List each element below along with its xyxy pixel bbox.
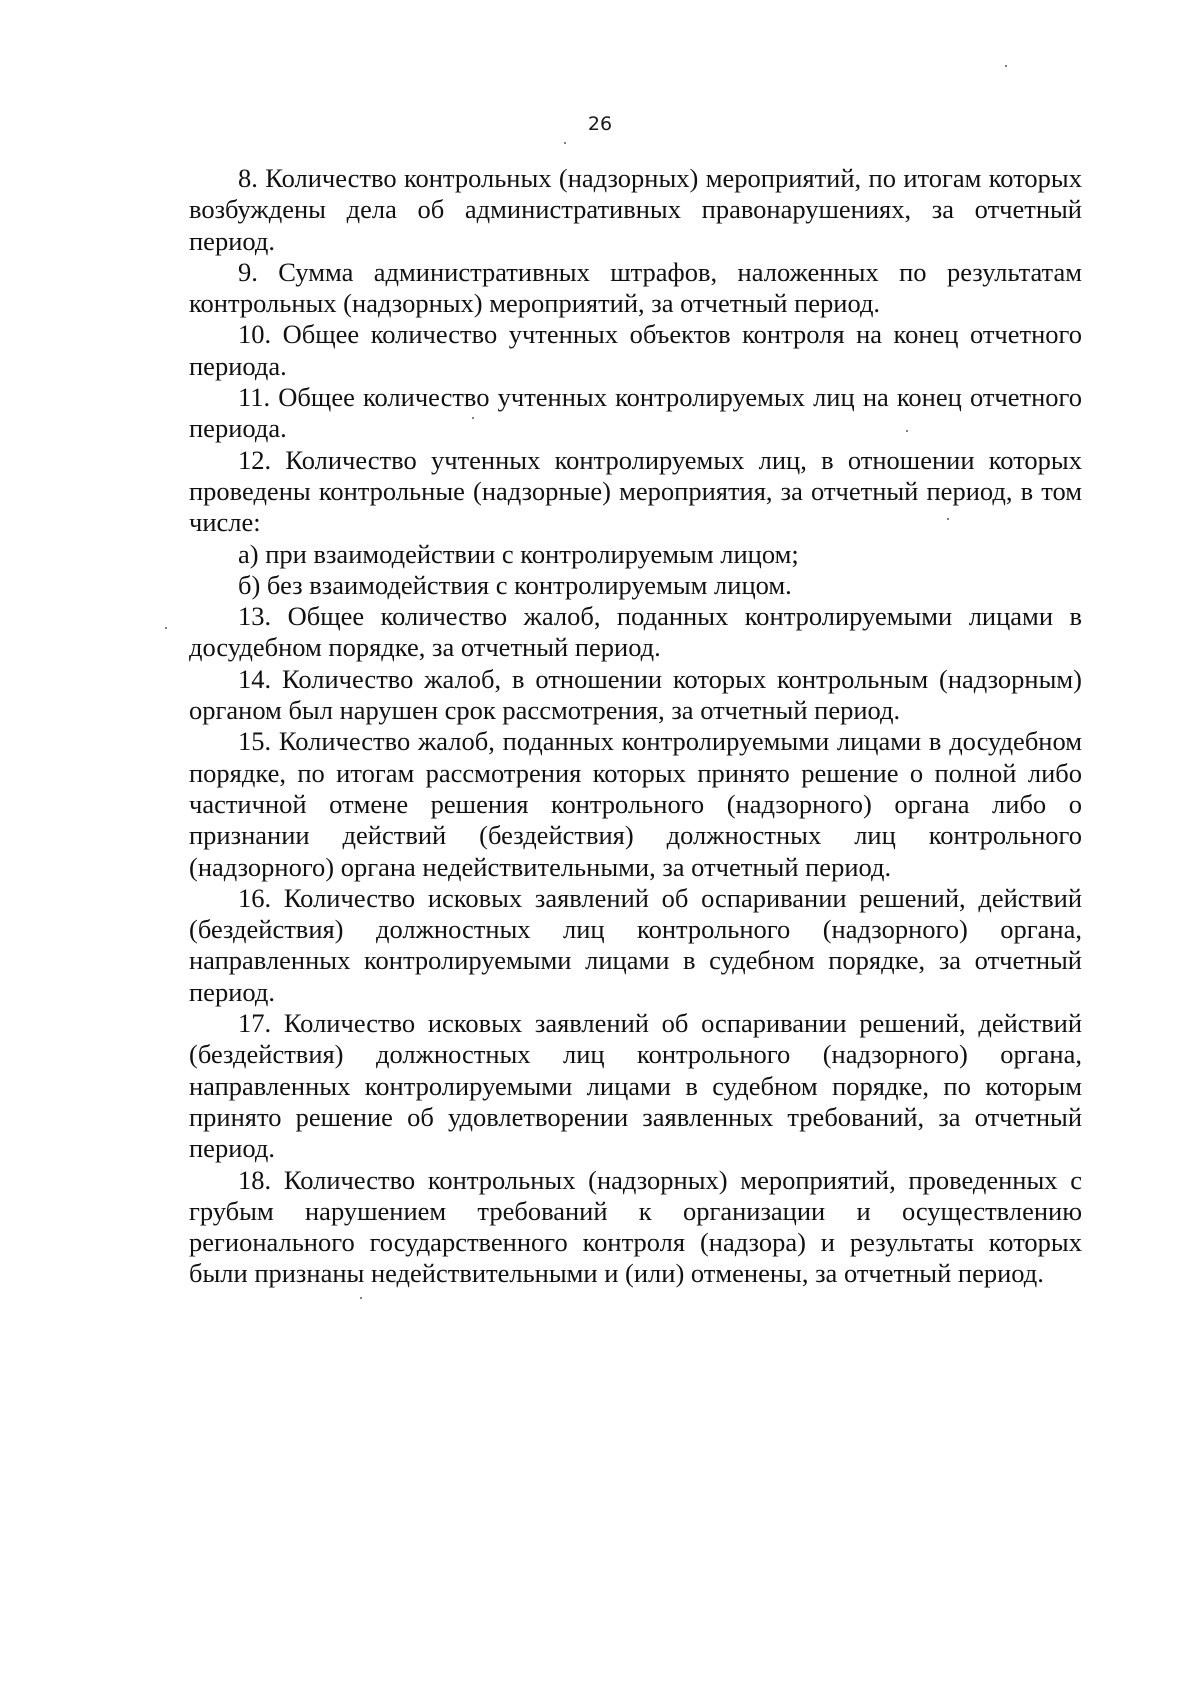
scan-speck — [906, 430, 908, 432]
document-body — [189, 163, 1082, 1290]
list-item: 10. Общее количество учтенных объектов контроля на конец отчетного периода. — [189, 319, 1082, 381]
scan-speck — [947, 518, 949, 520]
page-number: 26 — [587, 113, 613, 135]
scan-speck — [165, 627, 167, 629]
list-item: 9. Сумма административных штрафов, наложенных по результатам контрольных (надзорных) мероприятий, за отчетный период. — [189, 256, 1082, 319]
list-item: 13. Общее количество жалоб, поданных контролируемыми лицами в досудебном порядке, за отчетный период. — [189, 601, 1082, 663]
list-item: 12. Количество учтенных контролируемых лиц, в отношении которых проведены контрольные (надзорные) мероприятия, за отчетный период, в том числе: — [189, 444, 1082, 538]
list-item: 15. Количество жалоб, поданных контролируемыми лицами в досудебном порядке, по итогам рассмотрения которых принято решение о полной либо частичной отмене решения контрольного (надзорного) органа либо о признании действий (бездействия) должностных лиц контрольного (надзорного) органа недействительными, за отчетный период. — [189, 726, 1082, 882]
list-item: 11. Общее количество учтенных контролируемых лиц на конец отчетного периода. — [189, 382, 1082, 444]
list-item: 16. Количество исковых заявлений об оспаривании решений, действий (бездействия) должностных лиц контрольного (надзорного) органа, направленных контролируемыми лицами в судебном порядке, за отчетный период. — [189, 882, 1082, 1007]
sub-list-item: а) при взаимодействии с контролируемым лицом; — [238, 538, 799, 569]
scan-speck — [360, 1297, 362, 1299]
list-item: 14. Количество жалоб, в отношении которых контрольным (надзорным) органом был нарушен срок рассмотрения, за отчетный период. — [189, 663, 1082, 726]
list-item: 8. Количество контрольных (надзорных) мероприятий, по итогам которых возбуждены дела об административных правонарушениях, за отчетный период. — [189, 163, 1082, 256]
list-item: 18. Количество контрольных (надзорных) мероприятий, проведенных с грубым нарушением требований к организации и осуществлению регионального государственного контроля (надзора) и результаты которых были признаны недействительными и (или) отменены, за отчетный период. — [189, 1164, 1082, 1289]
scan-speck — [564, 142, 566, 144]
sub-list-item: б) без взаимодействия с контролируемым лицом. — [238, 569, 792, 600]
scan-speck — [472, 417, 474, 419]
scan-speck — [1005, 65, 1007, 67]
list-item: 17. Количество исковых заявлений об оспаривании решений, действий (бездействия) должностных лиц контрольного (надзорного) органа, направленных контролируемыми лицами в судебном порядке, по которым принято решение об удовлетворении заявленных требований, за отчетный период. — [189, 1008, 1082, 1164]
